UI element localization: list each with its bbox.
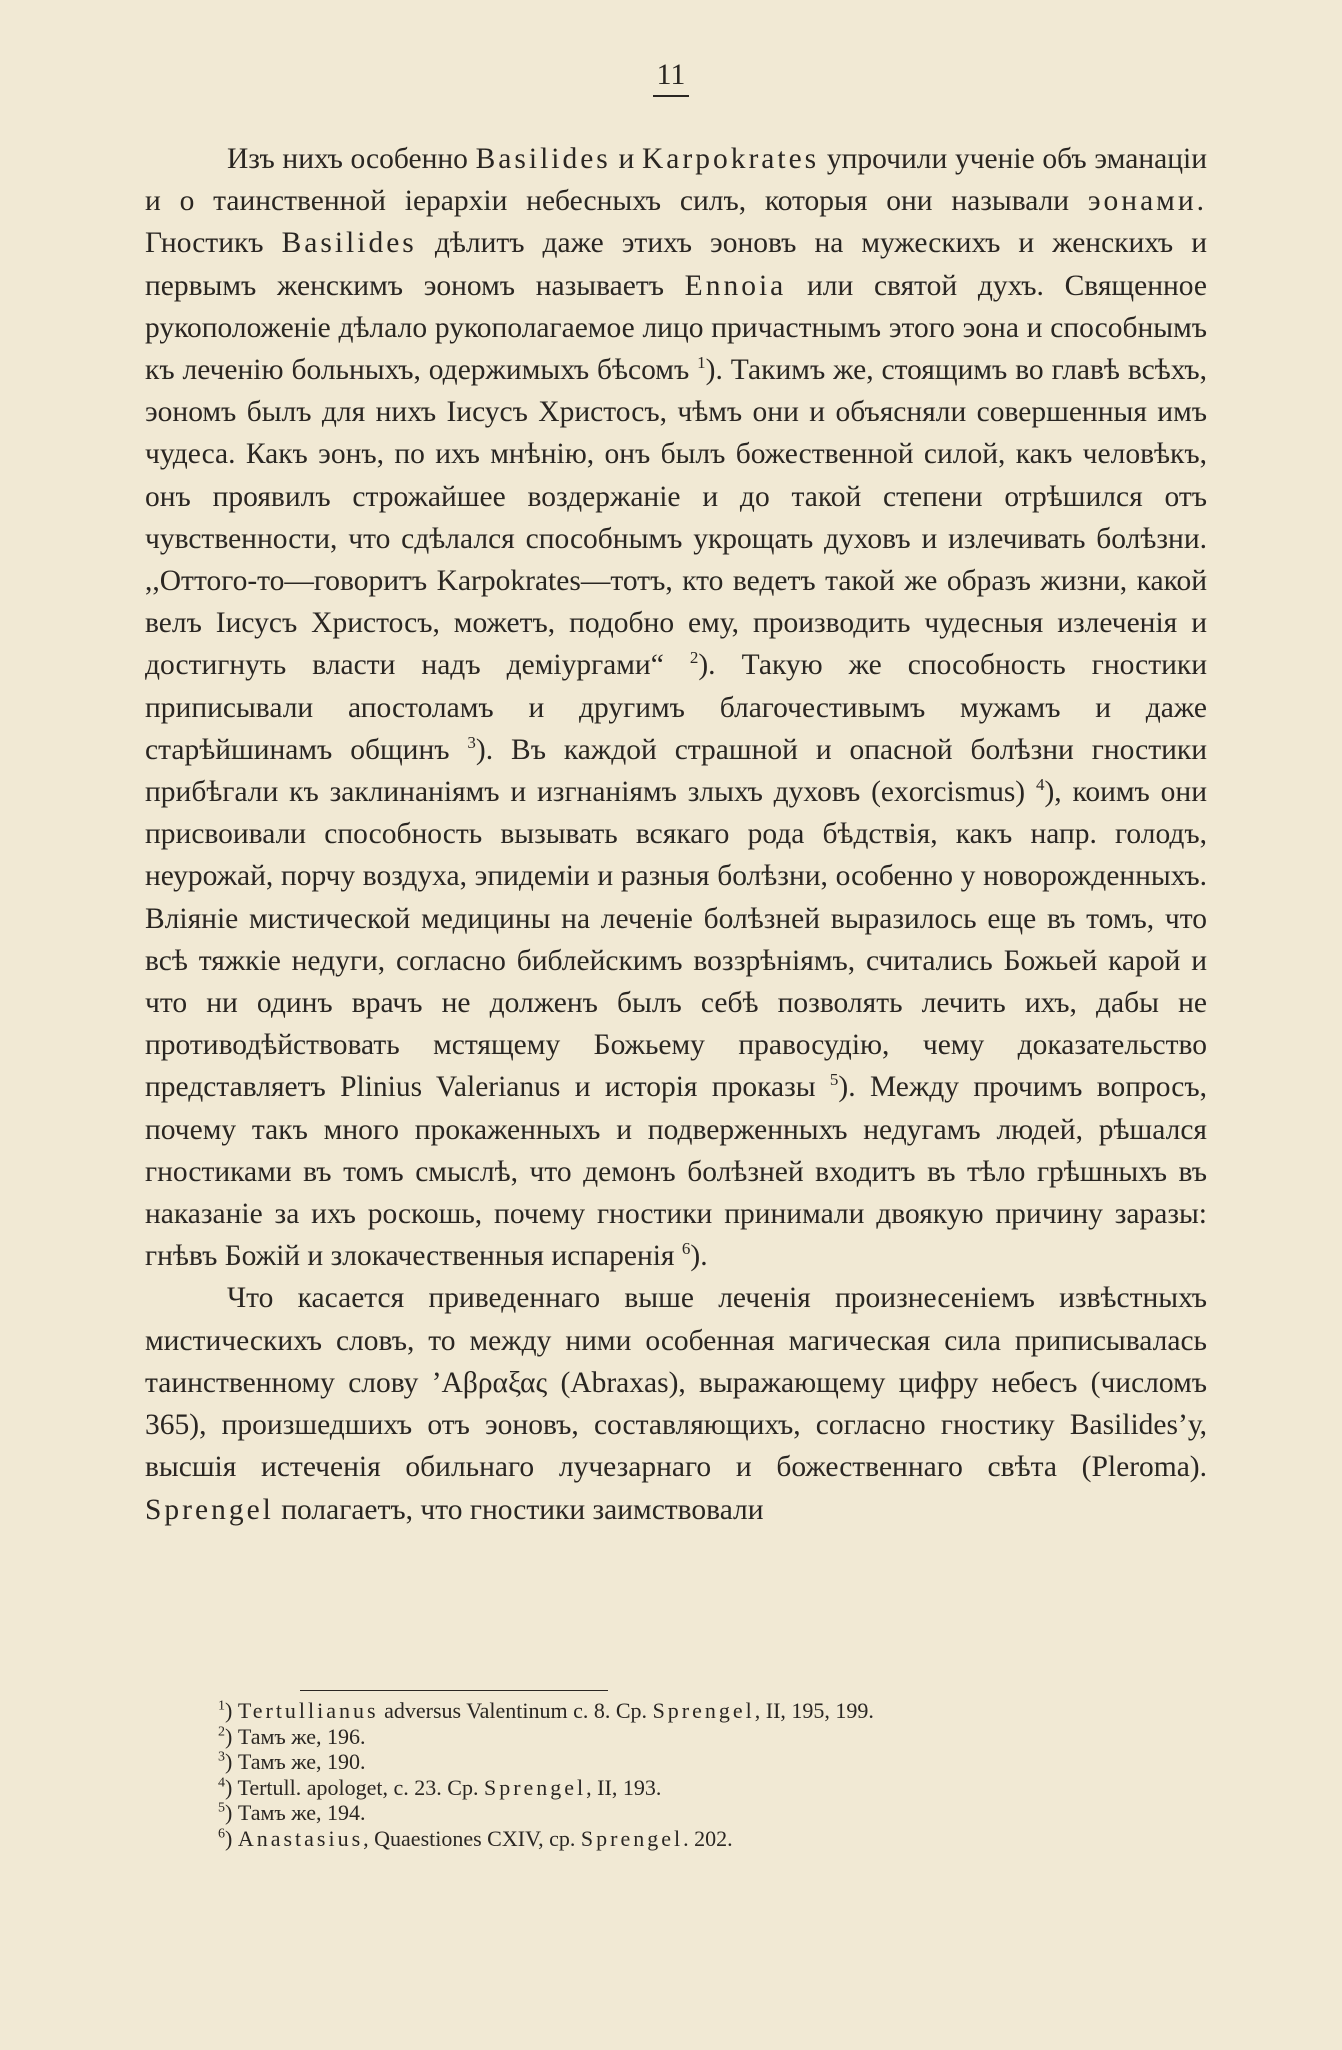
text-run: ). Между прочимъ вопросъ, почему такъ много прокаженныхъ и подверженныхъ недугамъ людей, рѣшался гностиками въ томъ смыслѣ, что демонъ болѣзней входитъ въ тѣло грѣшныхъ въ наказаніе за ихъ роскошь, почему гностики принимали двоякую причину заразы: гнѣвъ Божій и злокачественныя испаренія <box>145 1071 1207 1273</box>
text-run: ). Въ каждой страшной и опасной болѣзни гностики прибѣгали къ заклинаніямъ и изгнаніямъ злыхъ духовъ (exorcismus) <box>145 733 1207 809</box>
text-run: дѣлитъ даже этихъ эоновъ на мужескихъ и женскихъ и первымъ женскимъ эономъ называетъ <box>145 227 1208 302</box>
footnote <box>218 1826 1118 1852</box>
spaced-name: Sprengel <box>580 1825 684 1851</box>
footnote-mark: 6 <box>218 1826 225 1842</box>
spaced-name: Sprengel <box>652 1698 755 1723</box>
footnote <box>218 1800 1118 1826</box>
footnote <box>218 1749 1118 1775</box>
footnote <box>218 1724 1118 1750</box>
text-run: Гностикъ <box>145 227 282 260</box>
footnotes <box>218 1698 1118 1851</box>
footnote-mark: 4 <box>218 1775 225 1791</box>
spaced-name: Basilides <box>475 143 611 175</box>
text-run: Tertull. apologet, c. 23. Cp. <box>237 1774 484 1800</box>
footnote-ref: 5 <box>829 1070 839 1090</box>
text-run: , II, 195, 199. <box>754 1698 874 1723</box>
footnote-separator <box>300 1690 608 1691</box>
spaced-name: Basilides <box>281 227 417 260</box>
spaced-name: Sprengel <box>145 1493 274 1526</box>
text-run: . 202. <box>683 1825 733 1851</box>
text-run: упрочили ученіе объ эманаціи и о таинственной іерархіи небесныхъ силъ, которыя они называли <box>145 143 1207 218</box>
spaced-name: Tertullianus <box>237 1698 379 1723</box>
footnote-mark: 2 <box>218 1724 225 1740</box>
text-run: Что касается приведеннаго выше леченія произнесеніемъ извѣстныхъ мистическихъ словъ, то между ними особенная магическая сила приписывалась таинственному слову ’Αβραξας (Abraxas), выражающему цифру небесъ (числомъ 365), произшедшихъ отъ эоновъ, составляющихъ, согласно гностику Basilides’у, высшія истеченія обильнаго лучезарнаго и божественнаго свѣта (Pleroma). <box>145 1282 1207 1484</box>
text-run: и <box>610 143 642 175</box>
spaced-name: Sprengel <box>483 1774 587 1800</box>
spaced-name: эонами. <box>1087 185 1207 218</box>
footnote-ref: 4 <box>1035 775 1045 795</box>
text-run: ). Такимъ же, стоящимъ во главѣ всѣхъ, эономъ былъ для нихъ Іисусъ Христосъ, чѣмъ они и объясняли совершенныя имъ чудеса. Какъ эонъ, по ихъ мнѣнію, онъ былъ божественной силой, какъ человѣкъ, онъ проявилъ строжайшее воздержаніе и до такой степени отрѣшился отъ чувственности, что сдѣлался способнымъ укрощать духовъ и излечивать болѣзни. ,,Оттого-то—говоритъ Karpokrates—тотъ, кто ведетъ такой же образъ жизни, какой велъ Іисусъ Христосъ, можетъ, подобно ему, производить чудесныя излеченія и достигнуть власти надъ деміургами“ <box>145 354 1207 682</box>
text-run: Тамъ же, 190. <box>237 1749 366 1774</box>
text-run: , II, 193. <box>586 1774 662 1800</box>
text-run: adversus Valentinum c. 8. Cp. <box>378 1698 653 1723</box>
footnote-paren: ) <box>225 1774 238 1800</box>
footnote-ref: 6 <box>681 1239 691 1259</box>
spaced-name: Anastasius <box>237 1825 364 1851</box>
text-run: ). <box>690 1240 708 1273</box>
footnote-ref: 3 <box>467 733 476 753</box>
footnote-paren: ) <box>225 1749 238 1774</box>
footnote-paren: ) <box>225 1698 238 1723</box>
text-run: Тамъ же, 194. <box>237 1800 366 1825</box>
text-run: ). Такую же способность гностики приписывали апостоламъ и другимъ благочестивымъ мужамъ и даже старѣйшинамъ общинъ <box>145 649 1208 766</box>
footnote-ref: 1 <box>697 353 706 373</box>
body-text <box>145 138 1207 1531</box>
footnote <box>218 1775 1118 1801</box>
footnote-mark: 1 <box>218 1698 225 1714</box>
paragraph <box>145 138 1207 1277</box>
paragraph <box>145 1277 1207 1530</box>
footnote-mark: 5 <box>218 1800 225 1816</box>
spaced-name: Karpokrates <box>641 143 820 175</box>
footnote <box>218 1698 1118 1724</box>
text-run: Тамъ же, 196. <box>237 1723 366 1749</box>
text-run: ), коимъ они присвоивали способность вызывать всякаго рода бѣдствія, какъ напр. голодъ, неурожай, порчу воздуха, эпидеміи и разныя болѣзни, особенно у новорожденныхъ. Вліяніе мистической медицины на леченіе болѣзней выразилось еще въ томъ, что всѣ тяжкіе недуги, согласно библейскимъ воззрѣніямъ, считались Божьей карой и что ни одинъ врачъ не долженъ былъ себѣ позволять лечить ихъ, дабы не противодѣйствовать мстящему Божьему правосудію, чему доказательство представляетъ Plinius Valerianus и исторія проказы <box>145 776 1207 1104</box>
footnote-paren: ) <box>225 1825 238 1851</box>
spaced-name: Ennoia <box>684 269 787 302</box>
page-number: 11 <box>0 58 1342 92</box>
text-run: , Quaestiones CXIV, cp. <box>363 1825 581 1851</box>
footnote-mark: 3 <box>218 1749 225 1765</box>
footnote-paren: ) <box>225 1723 238 1749</box>
text-run: полагаетъ, что гностики заимствовали <box>273 1493 764 1526</box>
text-run: Изъ нихъ особенно <box>227 143 476 175</box>
footnote-paren: ) <box>225 1800 238 1825</box>
footnote-ref: 2 <box>689 648 699 668</box>
text-run: или святой духъ. Священное рукоположеніе дѣлало рукополагаемое лицо причастнымъ этого эона и способнымъ къ леченію больныхъ, одержимыхъ бѣсомъ <box>145 269 1207 387</box>
